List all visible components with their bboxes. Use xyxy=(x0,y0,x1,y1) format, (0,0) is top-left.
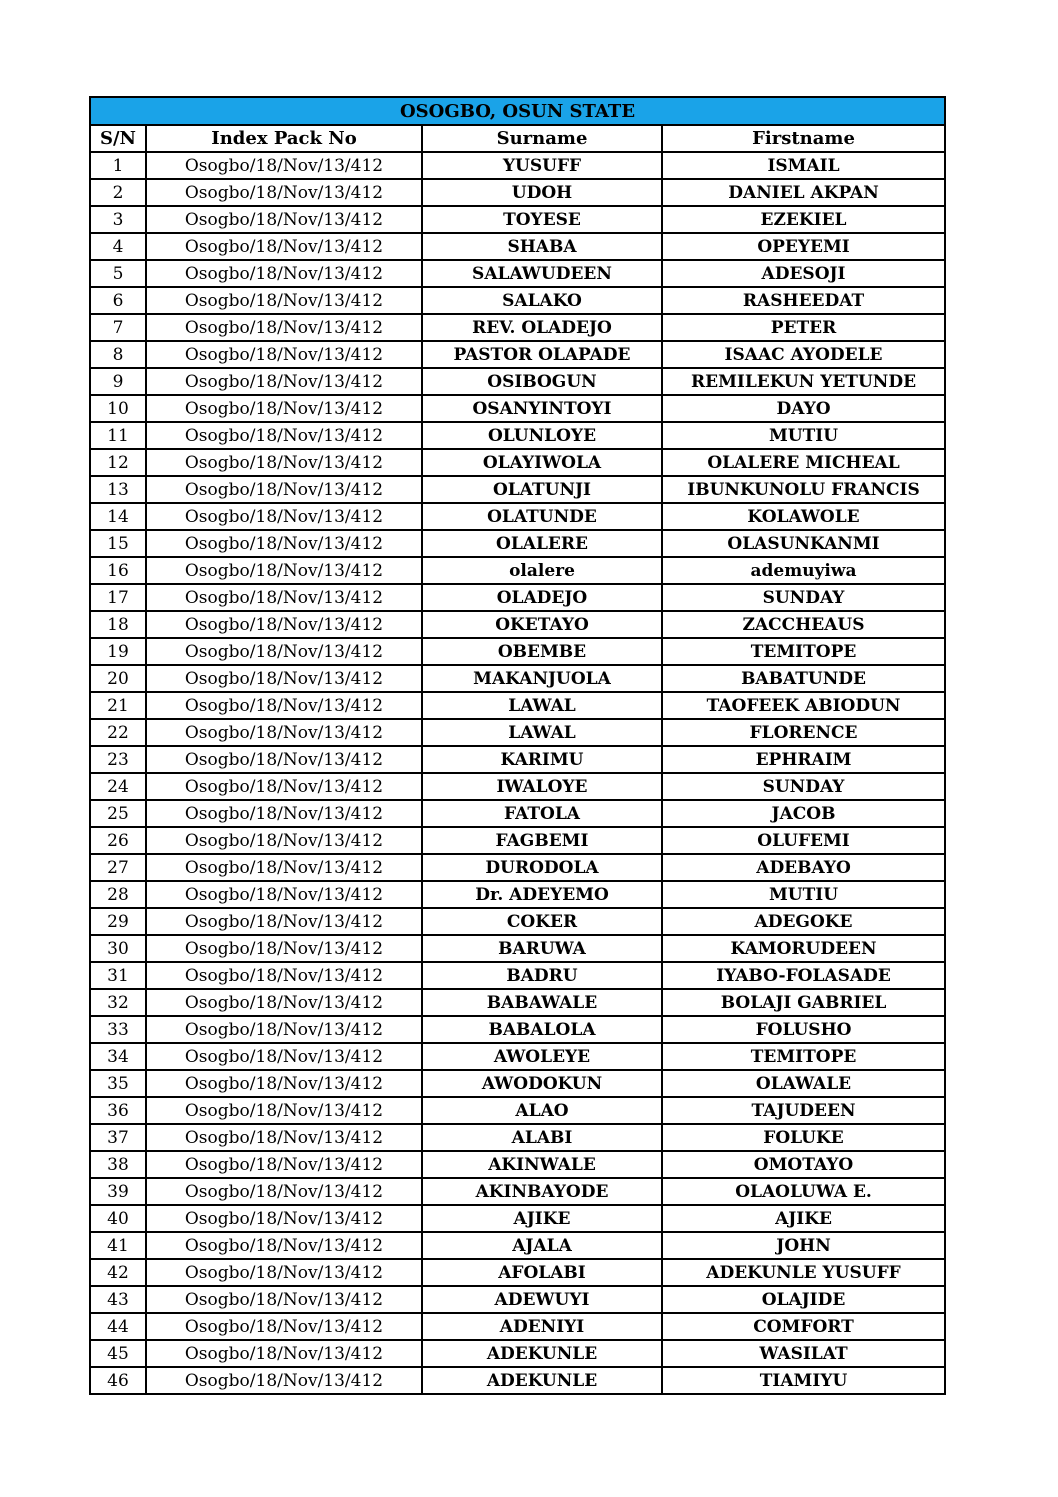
cell-firstname: EZEKIEL xyxy=(662,206,945,233)
table-row xyxy=(90,1232,945,1259)
table-row xyxy=(90,989,945,1016)
cell-firstname: ADEKUNLE YUSUFF xyxy=(662,1259,945,1286)
cell-sn: 38 xyxy=(90,1151,146,1178)
table-row xyxy=(90,233,945,260)
table-row xyxy=(90,584,945,611)
cell-firstname: REMILEKUN YETUNDE xyxy=(662,368,945,395)
cell-firstname: IBUNKUNOLU FRANCIS xyxy=(662,476,945,503)
cell-index-pack: Osogbo/18/Nov/13/412 xyxy=(146,503,422,530)
table-row xyxy=(90,1016,945,1043)
cell-firstname: JOHN xyxy=(662,1232,945,1259)
cell-firstname: OLASUNKANMI xyxy=(662,530,945,557)
cell-index-pack: Osogbo/18/Nov/13/412 xyxy=(146,1205,422,1232)
cell-surname: SHABA xyxy=(422,233,662,260)
cell-index-pack: Osogbo/18/Nov/13/412 xyxy=(146,152,422,179)
cell-surname: ADEKUNLE xyxy=(422,1340,662,1367)
cell-surname: UDOH xyxy=(422,179,662,206)
cell-index-pack: Osogbo/18/Nov/13/412 xyxy=(146,179,422,206)
cell-surname: IWALOYE xyxy=(422,773,662,800)
cell-sn: 30 xyxy=(90,935,146,962)
cell-sn: 7 xyxy=(90,314,146,341)
table-row xyxy=(90,692,945,719)
cell-firstname: DAYO xyxy=(662,395,945,422)
cell-sn: 14 xyxy=(90,503,146,530)
cell-firstname: SUNDAY xyxy=(662,773,945,800)
cell-surname: OLUNLOYE xyxy=(422,422,662,449)
table-row xyxy=(90,1367,945,1394)
table-row xyxy=(90,935,945,962)
cell-surname: OSIBOGUN xyxy=(422,368,662,395)
cell-firstname: SUNDAY xyxy=(662,584,945,611)
cell-index-pack: Osogbo/18/Nov/13/412 xyxy=(146,368,422,395)
cell-surname: COKER xyxy=(422,908,662,935)
cell-surname: AWOLEYE xyxy=(422,1043,662,1070)
cell-firstname: OLAJIDE xyxy=(662,1286,945,1313)
cell-index-pack: Osogbo/18/Nov/13/412 xyxy=(146,719,422,746)
cell-firstname: MUTIU xyxy=(662,422,945,449)
table-row xyxy=(90,746,945,773)
cell-sn: 42 xyxy=(90,1259,146,1286)
cell-sn: 11 xyxy=(90,422,146,449)
cell-surname: AKINBAYODE xyxy=(422,1178,662,1205)
cell-surname: ADENIYI xyxy=(422,1313,662,1340)
cell-surname: FATOLA xyxy=(422,800,662,827)
cell-sn: 9 xyxy=(90,368,146,395)
cell-surname: ALAO xyxy=(422,1097,662,1124)
cell-sn: 18 xyxy=(90,611,146,638)
cell-surname: AJIKE xyxy=(422,1205,662,1232)
cell-surname: OLADEJO xyxy=(422,584,662,611)
cell-firstname: BOLAJI GABRIEL xyxy=(662,989,945,1016)
cell-index-pack: Osogbo/18/Nov/13/412 xyxy=(146,1259,422,1286)
header-sn: S/N xyxy=(90,125,146,152)
header-row xyxy=(90,125,945,152)
table-row xyxy=(90,908,945,935)
cell-surname: AWODOKUN xyxy=(422,1070,662,1097)
cell-surname: BABALOLA xyxy=(422,1016,662,1043)
sheet-title: OSOGBO, OSUN STATE xyxy=(90,97,945,125)
table-row xyxy=(90,503,945,530)
cell-surname: BADRU xyxy=(422,962,662,989)
cell-sn: 40 xyxy=(90,1205,146,1232)
table-row xyxy=(90,152,945,179)
cell-surname: LAWAL xyxy=(422,719,662,746)
cell-index-pack: Osogbo/18/Nov/13/412 xyxy=(146,1124,422,1151)
cell-sn: 3 xyxy=(90,206,146,233)
cell-index-pack: Osogbo/18/Nov/13/412 xyxy=(146,611,422,638)
cell-surname: olalere xyxy=(422,557,662,584)
cell-sn: 6 xyxy=(90,287,146,314)
cell-index-pack: Osogbo/18/Nov/13/412 xyxy=(146,638,422,665)
cell-surname: YUSUFF xyxy=(422,152,662,179)
cell-firstname: TEMITOPE xyxy=(662,638,945,665)
table-row xyxy=(90,773,945,800)
cell-firstname: OLALERE MICHEAL xyxy=(662,449,945,476)
cell-surname: PASTOR OLAPADE xyxy=(422,341,662,368)
cell-surname: MAKANJUOLA xyxy=(422,665,662,692)
cell-index-pack: Osogbo/18/Nov/13/412 xyxy=(146,1340,422,1367)
cell-sn: 23 xyxy=(90,746,146,773)
cell-sn: 13 xyxy=(90,476,146,503)
cell-index-pack: Osogbo/18/Nov/13/412 xyxy=(146,854,422,881)
table-row xyxy=(90,1043,945,1070)
cell-surname: SALAWUDEEN xyxy=(422,260,662,287)
cell-firstname: KAMORUDEEN xyxy=(662,935,945,962)
cell-surname: Dr. ADEYEMO xyxy=(422,881,662,908)
table-row xyxy=(90,530,945,557)
table-row xyxy=(90,638,945,665)
cell-firstname: OLAOLUWA E. xyxy=(662,1178,945,1205)
cell-sn: 29 xyxy=(90,908,146,935)
cell-index-pack: Osogbo/18/Nov/13/412 xyxy=(146,1178,422,1205)
header-index-pack: Index Pack No xyxy=(146,125,422,152)
cell-sn: 37 xyxy=(90,1124,146,1151)
cell-sn: 31 xyxy=(90,962,146,989)
cell-surname: AJALA xyxy=(422,1232,662,1259)
cell-surname: OLALERE xyxy=(422,530,662,557)
cell-surname: REV. OLADEJO xyxy=(422,314,662,341)
cell-sn: 34 xyxy=(90,1043,146,1070)
cell-sn: 35 xyxy=(90,1070,146,1097)
cell-sn: 20 xyxy=(90,665,146,692)
cell-index-pack: Osogbo/18/Nov/13/412 xyxy=(146,395,422,422)
cell-index-pack: Osogbo/18/Nov/13/412 xyxy=(146,584,422,611)
table-row xyxy=(90,1286,945,1313)
header-surname: Surname xyxy=(422,125,662,152)
table-row xyxy=(90,1124,945,1151)
cell-index-pack: Osogbo/18/Nov/13/412 xyxy=(146,287,422,314)
cell-firstname: EPHRAIM xyxy=(662,746,945,773)
cell-surname: ADEWUYI xyxy=(422,1286,662,1313)
cell-sn: 15 xyxy=(90,530,146,557)
cell-sn: 12 xyxy=(90,449,146,476)
cell-firstname: TAJUDEEN xyxy=(662,1097,945,1124)
table-row xyxy=(90,206,945,233)
cell-index-pack: Osogbo/18/Nov/13/412 xyxy=(146,314,422,341)
cell-sn: 41 xyxy=(90,1232,146,1259)
cell-firstname: ADEBAYO xyxy=(662,854,945,881)
cell-index-pack: Osogbo/18/Nov/13/412 xyxy=(146,1367,422,1394)
roster-table xyxy=(89,96,946,1395)
cell-sn: 33 xyxy=(90,1016,146,1043)
cell-sn: 27 xyxy=(90,854,146,881)
table-row xyxy=(90,422,945,449)
cell-sn: 25 xyxy=(90,800,146,827)
cell-sn: 32 xyxy=(90,989,146,1016)
table-row xyxy=(90,665,945,692)
cell-surname: OKETAYO xyxy=(422,611,662,638)
cell-surname: LAWAL xyxy=(422,692,662,719)
table-row xyxy=(90,1151,945,1178)
table-row xyxy=(90,260,945,287)
cell-index-pack: Osogbo/18/Nov/13/412 xyxy=(146,449,422,476)
cell-sn: 36 xyxy=(90,1097,146,1124)
cell-index-pack: Osogbo/18/Nov/13/412 xyxy=(146,1016,422,1043)
cell-firstname: MUTIU xyxy=(662,881,945,908)
cell-index-pack: Osogbo/18/Nov/13/412 xyxy=(146,557,422,584)
table-row xyxy=(90,719,945,746)
table-row xyxy=(90,1178,945,1205)
cell-index-pack: Osogbo/18/Nov/13/412 xyxy=(146,233,422,260)
cell-sn: 22 xyxy=(90,719,146,746)
cell-firstname: OLAWALE xyxy=(662,1070,945,1097)
cell-index-pack: Osogbo/18/Nov/13/412 xyxy=(146,692,422,719)
table-row xyxy=(90,800,945,827)
cell-firstname: KOLAWOLE xyxy=(662,503,945,530)
cell-index-pack: Osogbo/18/Nov/13/412 xyxy=(146,422,422,449)
cell-surname: ALABI xyxy=(422,1124,662,1151)
cell-index-pack: Osogbo/18/Nov/13/412 xyxy=(146,206,422,233)
cell-surname: BABAWALE xyxy=(422,989,662,1016)
table-row xyxy=(90,611,945,638)
cell-sn: 2 xyxy=(90,179,146,206)
table-row xyxy=(90,449,945,476)
cell-firstname: WASILAT xyxy=(662,1340,945,1367)
cell-surname: OLATUNDE xyxy=(422,503,662,530)
cell-firstname: RASHEEDAT xyxy=(662,287,945,314)
cell-firstname: OPEYEMI xyxy=(662,233,945,260)
cell-firstname: ADEGOKE xyxy=(662,908,945,935)
cell-index-pack: Osogbo/18/Nov/13/412 xyxy=(146,1151,422,1178)
table-row xyxy=(90,287,945,314)
cell-firstname: ISMAIL xyxy=(662,152,945,179)
cell-sn: 17 xyxy=(90,584,146,611)
cell-index-pack: Osogbo/18/Nov/13/412 xyxy=(146,773,422,800)
cell-index-pack: Osogbo/18/Nov/13/412 xyxy=(146,530,422,557)
header-firstname: Firstname xyxy=(662,125,945,152)
table-row xyxy=(90,395,945,422)
cell-firstname: AJIKE xyxy=(662,1205,945,1232)
cell-index-pack: Osogbo/18/Nov/13/412 xyxy=(146,935,422,962)
table-row xyxy=(90,476,945,503)
cell-index-pack: Osogbo/18/Nov/13/412 xyxy=(146,962,422,989)
cell-sn: 21 xyxy=(90,692,146,719)
cell-firstname: TAOFEEK ABIODUN xyxy=(662,692,945,719)
cell-index-pack: Osogbo/18/Nov/13/412 xyxy=(146,1070,422,1097)
cell-sn: 1 xyxy=(90,152,146,179)
cell-sn: 39 xyxy=(90,1178,146,1205)
cell-surname: ADEKUNLE xyxy=(422,1367,662,1394)
table-row xyxy=(90,1070,945,1097)
table-row xyxy=(90,827,945,854)
cell-sn: 24 xyxy=(90,773,146,800)
table-row xyxy=(90,341,945,368)
cell-sn: 43 xyxy=(90,1286,146,1313)
cell-sn: 8 xyxy=(90,341,146,368)
cell-index-pack: Osogbo/18/Nov/13/412 xyxy=(146,881,422,908)
cell-index-pack: Osogbo/18/Nov/13/412 xyxy=(146,989,422,1016)
cell-sn: 46 xyxy=(90,1367,146,1394)
title-row xyxy=(90,97,945,125)
cell-index-pack: Osogbo/18/Nov/13/412 xyxy=(146,1286,422,1313)
cell-index-pack: Osogbo/18/Nov/13/412 xyxy=(146,827,422,854)
cell-sn: 45 xyxy=(90,1340,146,1367)
table-row xyxy=(90,962,945,989)
cell-surname: AFOLABI xyxy=(422,1259,662,1286)
table-row xyxy=(90,179,945,206)
table-row xyxy=(90,854,945,881)
cell-index-pack: Osogbo/18/Nov/13/412 xyxy=(146,800,422,827)
cell-index-pack: Osogbo/18/Nov/13/412 xyxy=(146,1313,422,1340)
table-body xyxy=(90,152,945,1394)
cell-firstname: ZACCHEAUS xyxy=(662,611,945,638)
cell-index-pack: Osogbo/18/Nov/13/412 xyxy=(146,746,422,773)
table-row xyxy=(90,1097,945,1124)
cell-firstname: ademuyiwa xyxy=(662,557,945,584)
cell-firstname: TEMITOPE xyxy=(662,1043,945,1070)
cell-surname: OLAYIWOLA xyxy=(422,449,662,476)
cell-sn: 26 xyxy=(90,827,146,854)
cell-sn: 16 xyxy=(90,557,146,584)
cell-firstname: OLUFEMI xyxy=(662,827,945,854)
cell-firstname: JACOB xyxy=(662,800,945,827)
table-row xyxy=(90,557,945,584)
table-row xyxy=(90,368,945,395)
table-row xyxy=(90,314,945,341)
table-row xyxy=(90,1205,945,1232)
cell-index-pack: Osogbo/18/Nov/13/412 xyxy=(146,341,422,368)
cell-surname: OBEMBE xyxy=(422,638,662,665)
cell-index-pack: Osogbo/18/Nov/13/412 xyxy=(146,476,422,503)
cell-firstname: OMOTAYO xyxy=(662,1151,945,1178)
cell-surname: OLATUNJI xyxy=(422,476,662,503)
cell-firstname: TIAMIYU xyxy=(662,1367,945,1394)
cell-firstname: COMFORT xyxy=(662,1313,945,1340)
cell-firstname: DANIEL AKPAN xyxy=(662,179,945,206)
cell-firstname: FLORENCE xyxy=(662,719,945,746)
cell-sn: 19 xyxy=(90,638,146,665)
cell-firstname: PETER xyxy=(662,314,945,341)
cell-surname: TOYESE xyxy=(422,206,662,233)
table-row xyxy=(90,1340,945,1367)
cell-firstname: FOLUKE xyxy=(662,1124,945,1151)
cell-surname: FAGBEMI xyxy=(422,827,662,854)
cell-firstname: FOLUSHO xyxy=(662,1016,945,1043)
cell-index-pack: Osogbo/18/Nov/13/412 xyxy=(146,260,422,287)
cell-sn: 44 xyxy=(90,1313,146,1340)
cell-firstname: ADESOJI xyxy=(662,260,945,287)
table-row xyxy=(90,881,945,908)
table-row xyxy=(90,1259,945,1286)
cell-index-pack: Osogbo/18/Nov/13/412 xyxy=(146,1043,422,1070)
cell-index-pack: Osogbo/18/Nov/13/412 xyxy=(146,1097,422,1124)
cell-surname: BARUWA xyxy=(422,935,662,962)
cell-index-pack: Osogbo/18/Nov/13/412 xyxy=(146,1232,422,1259)
cell-sn: 28 xyxy=(90,881,146,908)
cell-sn: 4 xyxy=(90,233,146,260)
cell-sn: 5 xyxy=(90,260,146,287)
table-row xyxy=(90,1313,945,1340)
cell-firstname: BABATUNDE xyxy=(662,665,945,692)
cell-firstname: IYABO-FOLASADE xyxy=(662,962,945,989)
cell-surname: DURODOLA xyxy=(422,854,662,881)
cell-surname: SALAKO xyxy=(422,287,662,314)
cell-sn: 10 xyxy=(90,395,146,422)
cell-surname: KARIMU xyxy=(422,746,662,773)
cell-surname: OSANYINTOYI xyxy=(422,395,662,422)
cell-index-pack: Osogbo/18/Nov/13/412 xyxy=(146,908,422,935)
cell-surname: AKINWALE xyxy=(422,1151,662,1178)
cell-firstname: ISAAC AYODELE xyxy=(662,341,945,368)
cell-index-pack: Osogbo/18/Nov/13/412 xyxy=(146,665,422,692)
